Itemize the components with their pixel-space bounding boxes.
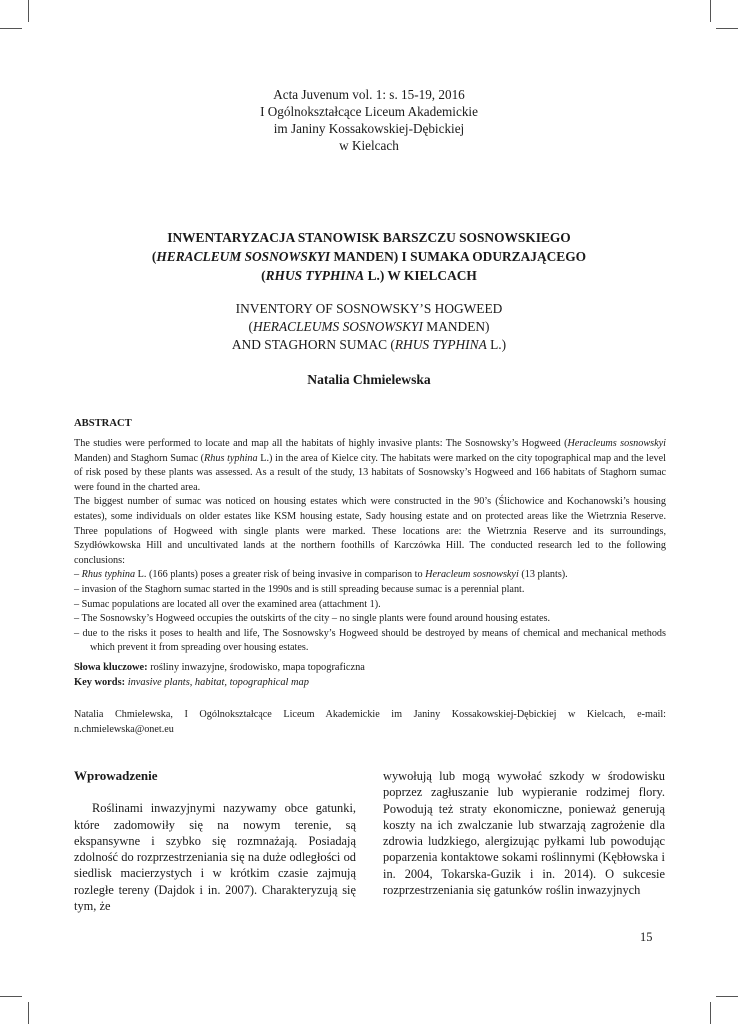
author-name: Natalia Chmielewska xyxy=(307,372,431,387)
body-column-left xyxy=(74,768,356,914)
keywords-english: Key words: invasive plants, habitat, topographical map xyxy=(74,676,309,688)
title-line: INWENTARYZACJA STANOWISK BARSZCZU SOSNOWSKIEGO xyxy=(167,230,571,245)
keywords xyxy=(74,661,365,690)
body-column-right xyxy=(383,768,665,898)
title-line: (RHUS TYPHINA L.) W KIELCACH xyxy=(261,268,477,283)
journal-line: I Ogólnokształcące Liceum Akademickie xyxy=(260,104,478,119)
keywords-polish: Słowa kluczowe: rośliny inwazyjne, środowisko, mapa topograficzna xyxy=(74,662,365,673)
title-line: (HERACLEUMS SOSNOWSKYI MANDEN) xyxy=(248,319,490,334)
crop-mark xyxy=(0,996,22,997)
conclusion-item: – invasion of the Staghorn sumac started in the 1990s and is still spreading because sumac is a perennial plant. xyxy=(74,583,525,595)
journal-line: im Janiny Kossakowskiej-Dębickiej xyxy=(273,121,465,136)
body-paragraph: Roślinami inwazyjnymi nazywamy obce gatunki, które zadomowiły się na nowym terenie, są ekspansywne i szybko się rozmnażają. Posiadają zdolność do rozprzestrzeniania się na duże odległości od siedlisk macierzystych i w krótkim czasie zajmują rozległe tereny (Dajdok i in. 2007). Charakteryzują się tym, że xyxy=(74,801,356,914)
page-number: 15 xyxy=(640,930,653,944)
abstract-paragraph: The biggest number of sumac was noticed on housing estates which were constructed in the 90’s (Ślichowice and Kochanowski’s housing estates), some individuals on older estates like KSM housing estate, Sady housing estate and on protected areas like the Wietrznia Reserve. Three populations of Hogweed with single plants were marked. These locations are: the Wietrznia Reserve and its surroundings, Szydłówkowska Hill and uncultivated lands at the northern foothills of Karczówka Hill. The conducted research led to the following conclusions: xyxy=(74,496,666,566)
conclusion-item: – The Sosnowsky’s Hogweed occupies the outskirts of the city – no single plants were found around housing estates. xyxy=(74,613,551,625)
section-heading: Wprowadzenie xyxy=(74,768,158,783)
title-line: AND STAGHORN SUMAC (RHUS TYPHINA L.) xyxy=(231,337,507,352)
journal-header xyxy=(0,86,738,154)
crop-mark xyxy=(710,1002,711,1024)
crop-mark xyxy=(28,0,29,22)
title-polish xyxy=(0,228,738,285)
journal-line: w Kielcach xyxy=(339,138,399,153)
abstract-paragraph: The studies were performed to locate and map all the habitats of highly invasive plants: The Sosnowsky’s Hogweed (Heracleums sosnowskyi Manden) and Staghorn Sumac (Rhus typhina L.) in the area of Kielce city. The habitats were marked on the city topographical map and the level of risk posed by these plants was assessed. As a result of the study, 13 habitats of Sosnowsky’s Hogweed and 166 habitats of Staghorn sumac were found in the charted area. xyxy=(74,438,666,493)
conclusion-item: – due to the risks it poses to health and life, The Sosnowsky’s Hogweed should be destroyed by means of chemical and mechanical methods which prevent it from spreading over housing estates. xyxy=(74,627,666,654)
abstract-body xyxy=(74,437,666,656)
title-english xyxy=(0,300,738,354)
title-line: (HERACLEUM SOSNOWSKYI MANDEN) I SUMAKA ODURZAJĄCEGO xyxy=(151,249,587,264)
crop-mark xyxy=(28,1002,29,1024)
body-paragraph: wywołują lub mogą wywołać szkody w środowisku poprzez zagłuszanie lub wypieranie rodzimej flory. Powodują też straty ekonomiczne, ponieważ generują koszty na ich zwalczanie lub stwarzają zagrożenie dla zdrowia ludzkiego, alergizując pyłkami lub powodując poparzenia kontaktowe sokami roślinnymi (Kębłowska i in. 2004, Tokarska-Guzik i in. 2014). O sukcesie rozprzestrzeniania się gatunków roślin inwazyjnych xyxy=(383,769,665,898)
crop-mark xyxy=(710,0,711,22)
conclusion-item: – Rhus typhina L. (166 plants) poses a greater risk of being invasive in comparison to Heracleum sosnowskyi (13 plants). xyxy=(74,569,568,581)
journal-line: Acta Juvenum vol. 1: s. 15-19, 2016 xyxy=(273,87,465,102)
crop-mark xyxy=(0,28,22,29)
author-affiliation: Natalia Chmielewska, I Ogólnokształcące Liceum Akademickie im Janiny Kossakowskiej-Dębickiej w Kielcach, e-mail: n.chmielewska@onet.eu xyxy=(74,709,666,735)
title-line: INVENTORY OF SOSNOWSKY’S HOGWEED xyxy=(235,301,503,316)
conclusion-item: – Sumac populations are located all over the examined area (attachment 1). xyxy=(74,598,381,610)
crop-mark xyxy=(716,28,738,29)
crop-mark xyxy=(716,996,738,997)
abstract-heading: ABSTRACT xyxy=(74,418,132,429)
